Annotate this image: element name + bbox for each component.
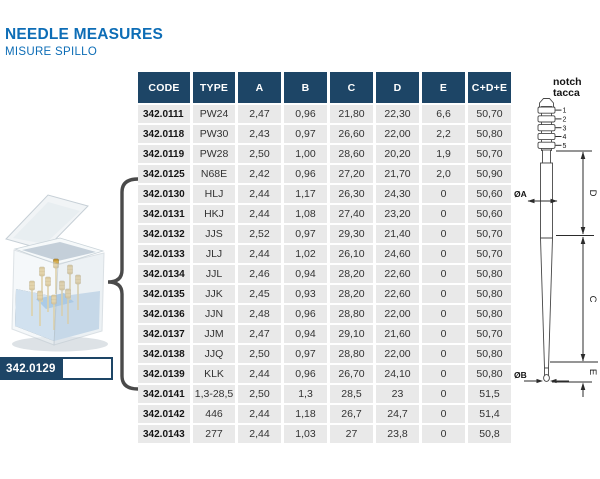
cell-code: 342.0135 [138,285,190,303]
cell-value: 277 [193,425,235,443]
needle-cap [540,99,554,108]
cell-value: 1,3-28,5 [193,385,235,403]
cell-value: 29,30 [330,225,373,243]
cell-value: 1,3 [284,385,327,403]
cell-value: 50,8 [468,425,511,443]
cell-value: 2,44 [238,365,281,383]
cell-value: 26,70 [330,365,373,383]
column-header: E [422,72,465,103]
cell-value: 28,20 [330,285,373,303]
cell-value: 0 [422,265,465,283]
cell-value: 0,97 [284,345,327,363]
cell-value: 28,20 [330,265,373,283]
cell-value: 28,5 [330,385,373,403]
cell-value: 21,80 [330,105,373,123]
cell-value: 26,10 [330,245,373,263]
cell-value: 50,80 [468,125,511,143]
cell-value: HKJ [193,205,235,223]
cell-value: 21,40 [376,225,419,243]
cell-value: 2,47 [238,105,281,123]
cell-value: 2,50 [238,385,281,403]
cell-value: 51,5 [468,385,511,403]
cell-value: 20,20 [376,145,419,163]
needle-diagram [512,70,600,400]
column-header: D [376,72,419,103]
cell-value: 1,00 [284,145,327,163]
cell-code: 342.0138 [138,345,190,363]
cell-value: 51,4 [468,405,511,423]
cell-value: 22,30 [376,105,419,123]
cell-value: 0,96 [284,365,327,383]
cell-value: 0 [422,185,465,203]
cell-value: 1,03 [284,425,327,443]
cell-value: PW30 [193,125,235,143]
needle-ring [538,107,555,113]
cell-code: 342.0131 [138,205,190,223]
notch-number: 1 [562,107,567,115]
product-code: 342.0129 [2,359,63,378]
dim-label-c: C [587,295,598,303]
cell-code: 342.0142 [138,405,190,423]
dim-label-ob: ØB [514,370,527,380]
cell-value: 24,60 [376,245,419,263]
cell-value: JLJ [193,245,235,263]
cell-value: 0,96 [284,105,327,123]
cell-value: 2,44 [238,245,281,263]
cell-value: 0 [422,345,465,363]
cell-code: 342.0139 [138,365,190,383]
cell-value: 0 [422,225,465,243]
column-header: TYPE [193,72,235,103]
cell-value: 2,50 [238,145,281,163]
ob-arrow-left [537,379,544,383]
cell-value: 22,00 [376,125,419,143]
cell-code: 342.0134 [138,265,190,283]
cell-value: 0 [422,305,465,323]
cell-value: 0,96 [284,305,327,323]
page-title: NEEDLE MEASURES [5,26,164,43]
arrow-d-down [581,227,586,235]
cell-code: 342.0118 [138,125,190,143]
cell-value: 1,02 [284,245,327,263]
cell-value: 2,45 [238,285,281,303]
notch-number: 4 [562,134,567,142]
cell-value: 50,80 [468,265,511,283]
cell-value: 0,96 [284,165,327,183]
needle-rings [538,107,555,148]
needle-ring [538,142,555,148]
cell-value: JJQ [193,345,235,363]
cell-value: 2,44 [238,425,281,443]
cell-value: 1,08 [284,205,327,223]
cell-value: KLK [193,365,235,383]
cell-value: 26,7 [330,405,373,423]
cell-value: 24,30 [376,185,419,203]
cell-value: 2,50 [238,345,281,363]
cell-value: 24,7 [376,405,419,423]
cell-value: 21,60 [376,325,419,343]
cell-value: 28,80 [330,305,373,323]
cell-value: 50,60 [468,205,511,223]
cell-value: 0,94 [284,325,327,343]
cell-code: 342.0143 [138,425,190,443]
cell-value: 27 [330,425,373,443]
cell-value: 26,30 [330,185,373,203]
cell-value: HLJ [193,185,235,203]
cell-value: 0 [422,365,465,383]
cell-value: 2,44 [238,185,281,203]
notch-label-it: tacca [553,87,580,99]
cell-value: 1,18 [284,405,327,423]
needle-ring [538,116,555,122]
oa-arrow-left [528,199,535,203]
cell-value: 21,70 [376,165,419,183]
cell-value: 0 [422,325,465,343]
group-brace [101,176,143,392]
cell-value: JJN [193,305,235,323]
cell-value: 0 [422,385,465,403]
cell-value: 24,10 [376,365,419,383]
cell-value: JJK [193,285,235,303]
cell-value: 50,70 [468,225,511,243]
cell-value: 2,0 [422,165,465,183]
cell-code: 342.0133 [138,245,190,263]
notch-scale [556,108,567,150]
cell-value: 23 [376,385,419,403]
cell-value: PW28 [193,145,235,163]
cell-value: 446 [193,405,235,423]
oa-arrow-right [551,199,558,203]
cell-value: 0 [422,425,465,443]
measures-table [138,72,511,443]
cell-value: JJM [193,325,235,343]
cell-value: 2,48 [238,305,281,323]
cell-value: 28,80 [330,345,373,363]
needle-taper [541,238,553,368]
cell-value: 23,8 [376,425,419,443]
cell-value: 2,43 [238,125,281,143]
cell-value: PW24 [193,105,235,123]
cell-value: 50,70 [468,105,511,123]
needle-ring [538,125,555,131]
cell-code: 342.0130 [138,185,190,203]
dim-label-oa: ØA [514,189,527,199]
cell-value: 0 [422,405,465,423]
arrow-e-up [581,383,586,391]
page-header [5,26,163,58]
cell-value: 50,70 [468,325,511,343]
cell-value: 50,80 [468,285,511,303]
cell-value: 2,44 [238,405,281,423]
cell-code: 342.0119 [138,145,190,163]
cell-value: 2,47 [238,325,281,343]
cell-code: 342.0125 [138,165,190,183]
needle-neck [543,150,551,163]
cell-value: 1,17 [284,185,327,203]
arrow-c-down [581,354,586,362]
cell-value: 22,60 [376,265,419,283]
cell-value: 0 [422,285,465,303]
cell-value: 0 [422,245,465,263]
column-header: B [284,72,327,103]
box-right-face [54,253,104,345]
cell-value: 50,80 [468,305,511,323]
cell-code: 342.0137 [138,325,190,343]
cell-value: 22,60 [376,285,419,303]
cell-value: 27,20 [330,165,373,183]
needle-box-photo [2,183,115,355]
column-header: C+D+E [468,72,511,103]
cell-value: 0,94 [284,265,327,283]
cell-value: 50,70 [468,245,511,263]
notch-number: 3 [562,125,567,133]
cell-value: 1,9 [422,145,465,163]
notch-number: 2 [562,116,567,124]
cell-value: 0,97 [284,225,327,243]
dim-label-e: E [587,368,598,376]
cell-value: 6,6 [422,105,465,123]
cell-value: 50,80 [468,365,511,383]
cell-value: 28,60 [330,145,373,163]
cell-value: N68E [193,165,235,183]
arrow-c-up [581,237,586,245]
cell-value: JJL [193,265,235,283]
box-front-face [12,250,58,345]
needle-tip-ball [544,375,550,382]
cell-code: 342.0132 [138,225,190,243]
cell-code: 342.0136 [138,305,190,323]
notch-number: 5 [562,142,567,150]
cell-value: 27,40 [330,205,373,223]
cell-value: 22,00 [376,305,419,323]
dim-label-d: D [587,189,598,197]
cell-value: 2,42 [238,165,281,183]
cell-value: 2,44 [238,205,281,223]
product-code-badge [0,357,113,380]
needle-ring [538,133,555,139]
arrow-d-up [581,152,586,160]
cell-value: 23,20 [376,205,419,223]
cell-value: JJS [193,225,235,243]
cell-value: 0,93 [284,285,327,303]
cell-value: 2,46 [238,265,281,283]
cell-value: 50,70 [468,145,511,163]
cell-value: 22,00 [376,345,419,363]
cell-code: 342.0111 [138,105,190,123]
cell-value: 50,60 [468,185,511,203]
column-header: C [330,72,373,103]
cell-value: 2,52 [238,225,281,243]
cell-value: 2,2 [422,125,465,143]
cell-value: 0 [422,205,465,223]
column-header: A [238,72,281,103]
cell-code: 342.0141 [138,385,190,403]
cell-value: 29,10 [330,325,373,343]
cell-value: 50,90 [468,165,511,183]
cell-value: 26,60 [330,125,373,143]
column-header: CODE [138,72,190,103]
page-subtitle: MISURE SPILLO [5,46,98,58]
cell-value: 50,80 [468,345,511,363]
notch-label-en: notch [553,76,582,88]
cell-value: 0,97 [284,125,327,143]
brace-path [108,179,138,389]
